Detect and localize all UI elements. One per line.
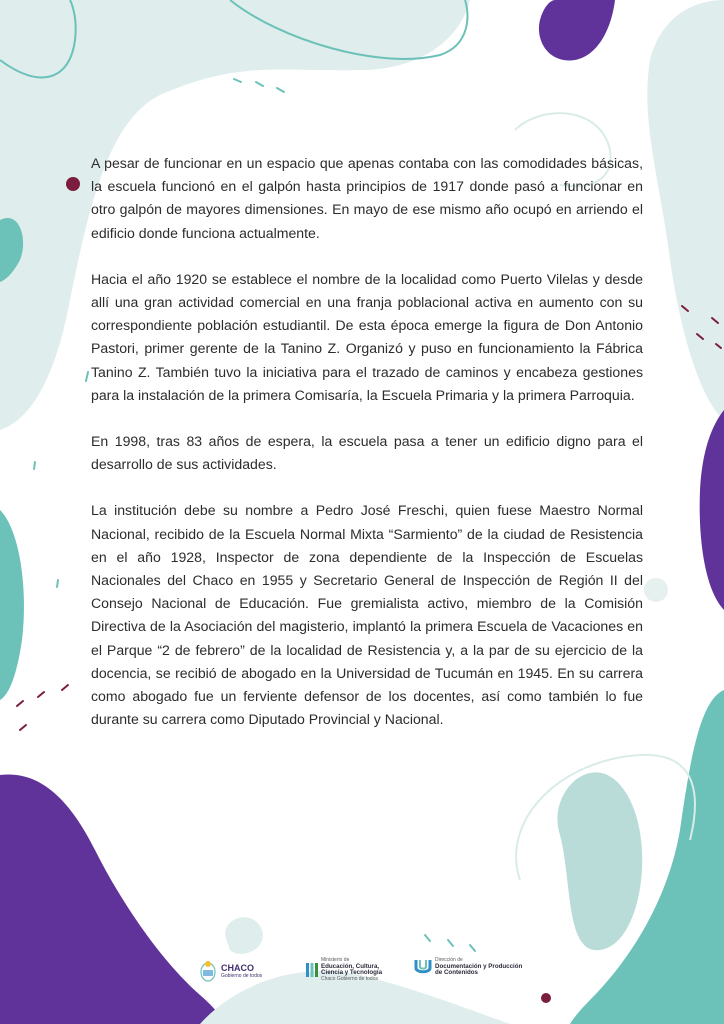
mint-blob-right [647, 0, 724, 420]
maroon-dot-bottom [541, 993, 551, 1003]
body-text [91, 152, 643, 731]
paragraph-3: En 1998, tras 83 años de espera, la escuela pasa a tener un edificio digno para el desarrollo de sus actividades. [91, 433, 643, 473]
ministry-line-1: Ministerio de [321, 957, 350, 963]
documentation-line-1: Dirección de [435, 957, 463, 963]
purple-blob-top-right [539, 0, 615, 60]
purple-blob-right [700, 410, 724, 610]
footer-logos [198, 958, 538, 994]
maroon-dot-left [66, 177, 80, 191]
paragraph-4: La institución debe su nombre a Pedro José Freschi, quien fuese Maestro Normal Nacional, recibido de la Escuela Normal Mixta “Sarmiento” de la ciudad de Resistencia en el año 1928, Inspector de zona dependiente de la Inspección de Escuelas Nacionales del Chaco en 1955 y Secretario General de Inspección de Región II del Consejo Nacional de Educación. Fue gremialista activo, miembro de la Comisión Directiva de la Asociación del magisterio, implantó la primera Escuela de Vacaciones en el Parque “2 de febrero” de la localidad de Resistencia y, a la par de su ejercicio de la docencia, se recibió de abogado en la Universidad de Tucumán en 1945. En su carrera como abogado fue un ferviente defensor de los docentes, así como también lo fue durante su carrera como Diputado Provincial y Nacional. [91, 502, 643, 728]
chaco-title: CHACO [221, 962, 254, 973]
ministry-logo [306, 958, 382, 982]
documentation-logo [414, 958, 522, 977]
teal-blob-left-middle [0, 510, 24, 700]
chaco-subtitle: Gobierno de todos [221, 972, 263, 979]
documentation-u-icon [414, 958, 432, 976]
chaco-logo [198, 958, 262, 984]
maroon-dashes-left [17, 685, 68, 730]
teal-dashes-top [234, 79, 284, 92]
ministry-line-2: Educación, Cultura, [321, 962, 380, 970]
paragraph-1: A pesar de funcionar en un espacio que apenas contaba con las comodidades básicas, la escuela funcionó en el galpón hasta principios de 1917 donde pasó a funcionar en otro galpón de mayores dimensiones. En mayo de ese mismo año ocupó en arriendo el edificio donde funciona actualmente. [91, 155, 643, 241]
ministry-line-3: Ciencia y Tecnología [321, 969, 383, 977]
mint-dot-right [644, 578, 668, 602]
paragraph-2: Hacia el año 1920 se establece el nombre de la localidad como Puerto Vilelas y desde allí una gran actividad comercial en una franja poblacional activa en aumento con su correspondiente población estudiantil. De esta época emerge la figura de Don Antonio Pastori, primer gerente de la Tanino Z. Organizó y puso en funcionamiento la Fábrica Tanino Z. También tuvo la iniciativa para el trazado de caminos y encabeza gestiones para la instalación de la primera Comisaría, la Escuela Primaria y la primera Parroquia. [91, 270, 643, 403]
light-teal-egg [557, 772, 642, 950]
documentation-line-2: Documentación y Producción [435, 962, 523, 970]
purple-blob-bottom-left [0, 774, 225, 1024]
ministry-bars-icon [306, 961, 318, 979]
ministry-line-4: Chaco Gobierno de todos [321, 975, 378, 982]
chaco-emblem-icon [198, 958, 218, 984]
mint-blob-small-bottom [225, 917, 263, 954]
documentation-line-3: de Contenidos [435, 969, 478, 977]
